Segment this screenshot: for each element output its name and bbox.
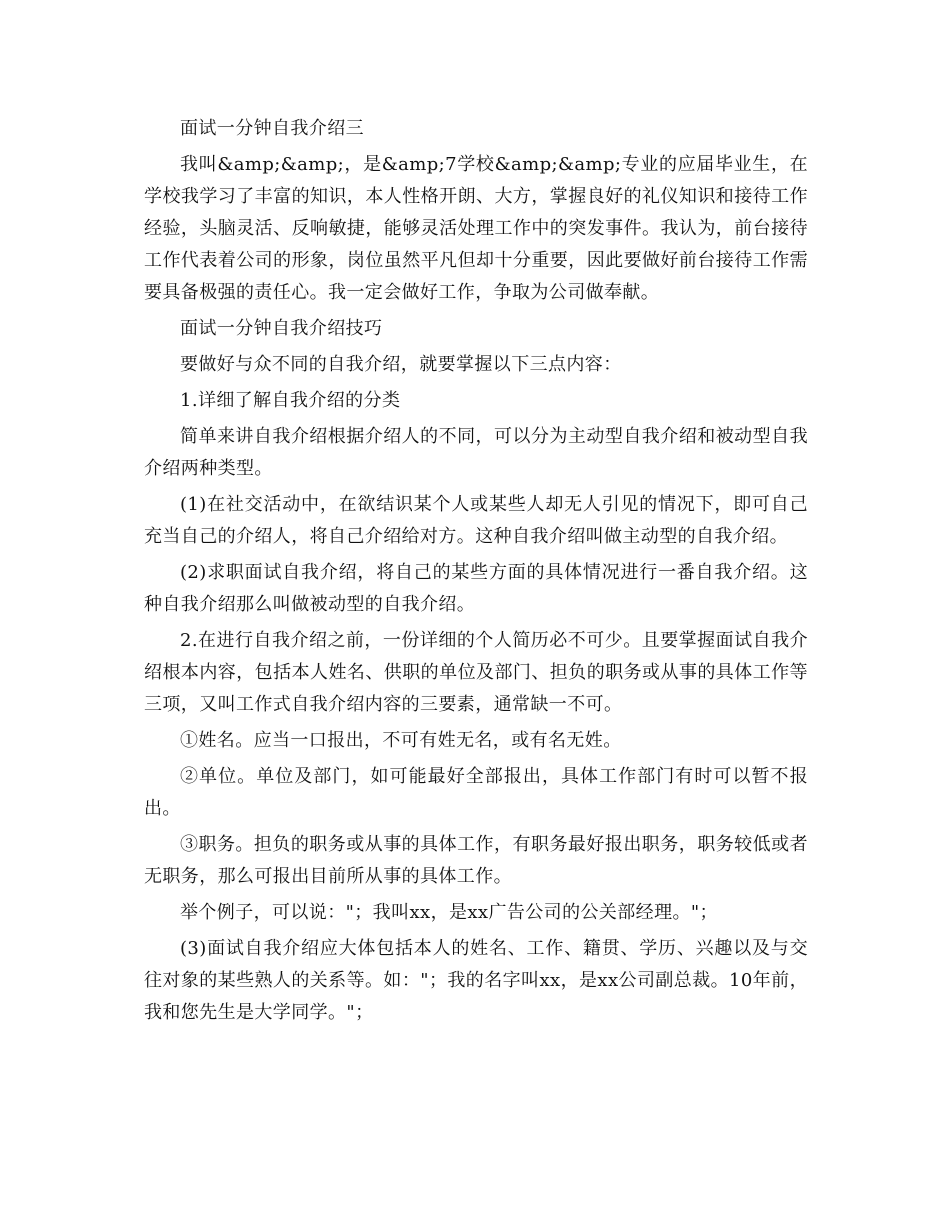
list-item: (1)在社交活动中，在欲结识某个人或某些人却无人引见的情况下，即可自己充当自己的介绍人，将自己介绍给对方。这种自我介绍叫做主动型的自我介绍。 — [144, 494, 808, 547]
list-item: ③职务。担负的职务或从事的具体工作，有职务最好报出职务，职务较低或者无职务，那么可报出目前所从事的具体工作。 — [144, 834, 808, 887]
paragraph: 我叫&amp;&amp;，是&amp;7学校&amp;&amp;专业的应届毕业生，在学校我学习了丰富的知识，本人性格开朗、大方，掌握良好的礼仪知识和接待工作经验，头脑灵活、反响敏捷，能够灵活处理工作中的突发事件。我认为，前台接待工作代表着公司的形象，岗位虽然平凡但却十分重要，因此要做好前台接待工作需要具备极强的责任心。我一定会做好工作，争取为公司做奉献。 — [144, 154, 808, 303]
list-item: (2)求职面试自我介绍，将自己的某些方面的具体情况进行一番自我介绍。这种自我介绍那么叫做被动型的自我介绍。 — [144, 562, 808, 615]
paragraph: 简单来讲自我介绍根据介绍人的不同，可以分为主动型自我介绍和被动型自我介绍两种类型。 — [144, 426, 808, 479]
list-item: ②单位。单位及部门，如可能最好全部报出，具体工作部门有时可以暂不报出。 — [144, 766, 808, 819]
list-item: ①姓名。应当一口报出，不可有姓无名，或有名无姓。 — [180, 730, 622, 751]
list-item: (3)面试自我介绍应大体包括本人的姓名、工作、籍贯、学历、兴趣以及与交往对象的某些熟人的关系等。如："；我的名字叫xx，是xx公司副总裁。10年前，我和您先生是大学同学。"； — [144, 938, 808, 1023]
section-heading: 面试一分钟自我介绍技巧 — [180, 318, 383, 339]
section-heading: 面试一分钟自我介绍三 — [180, 118, 364, 139]
list-item: 2.在进行自我介绍之前，一份详细的个人简历必不可少。且要掌握面试自我介绍根本内容，包括本人姓名、供职的单位及部门、担负的职务或从事的具体工作等三项，又叫工作式自我介绍内容的三要素，通常缺一不可。 — [144, 630, 808, 715]
list-item: 1.详细了解自我介绍的分类 — [180, 390, 401, 411]
paragraph: 要做好与众不同的自我介绍，就要掌握以下三点内容： — [180, 354, 622, 375]
document-page — [144, 113, 808, 1029]
paragraph: 举个例子，可以说："；我叫xx，是xx广告公司的公关部经理。"； — [180, 902, 718, 923]
